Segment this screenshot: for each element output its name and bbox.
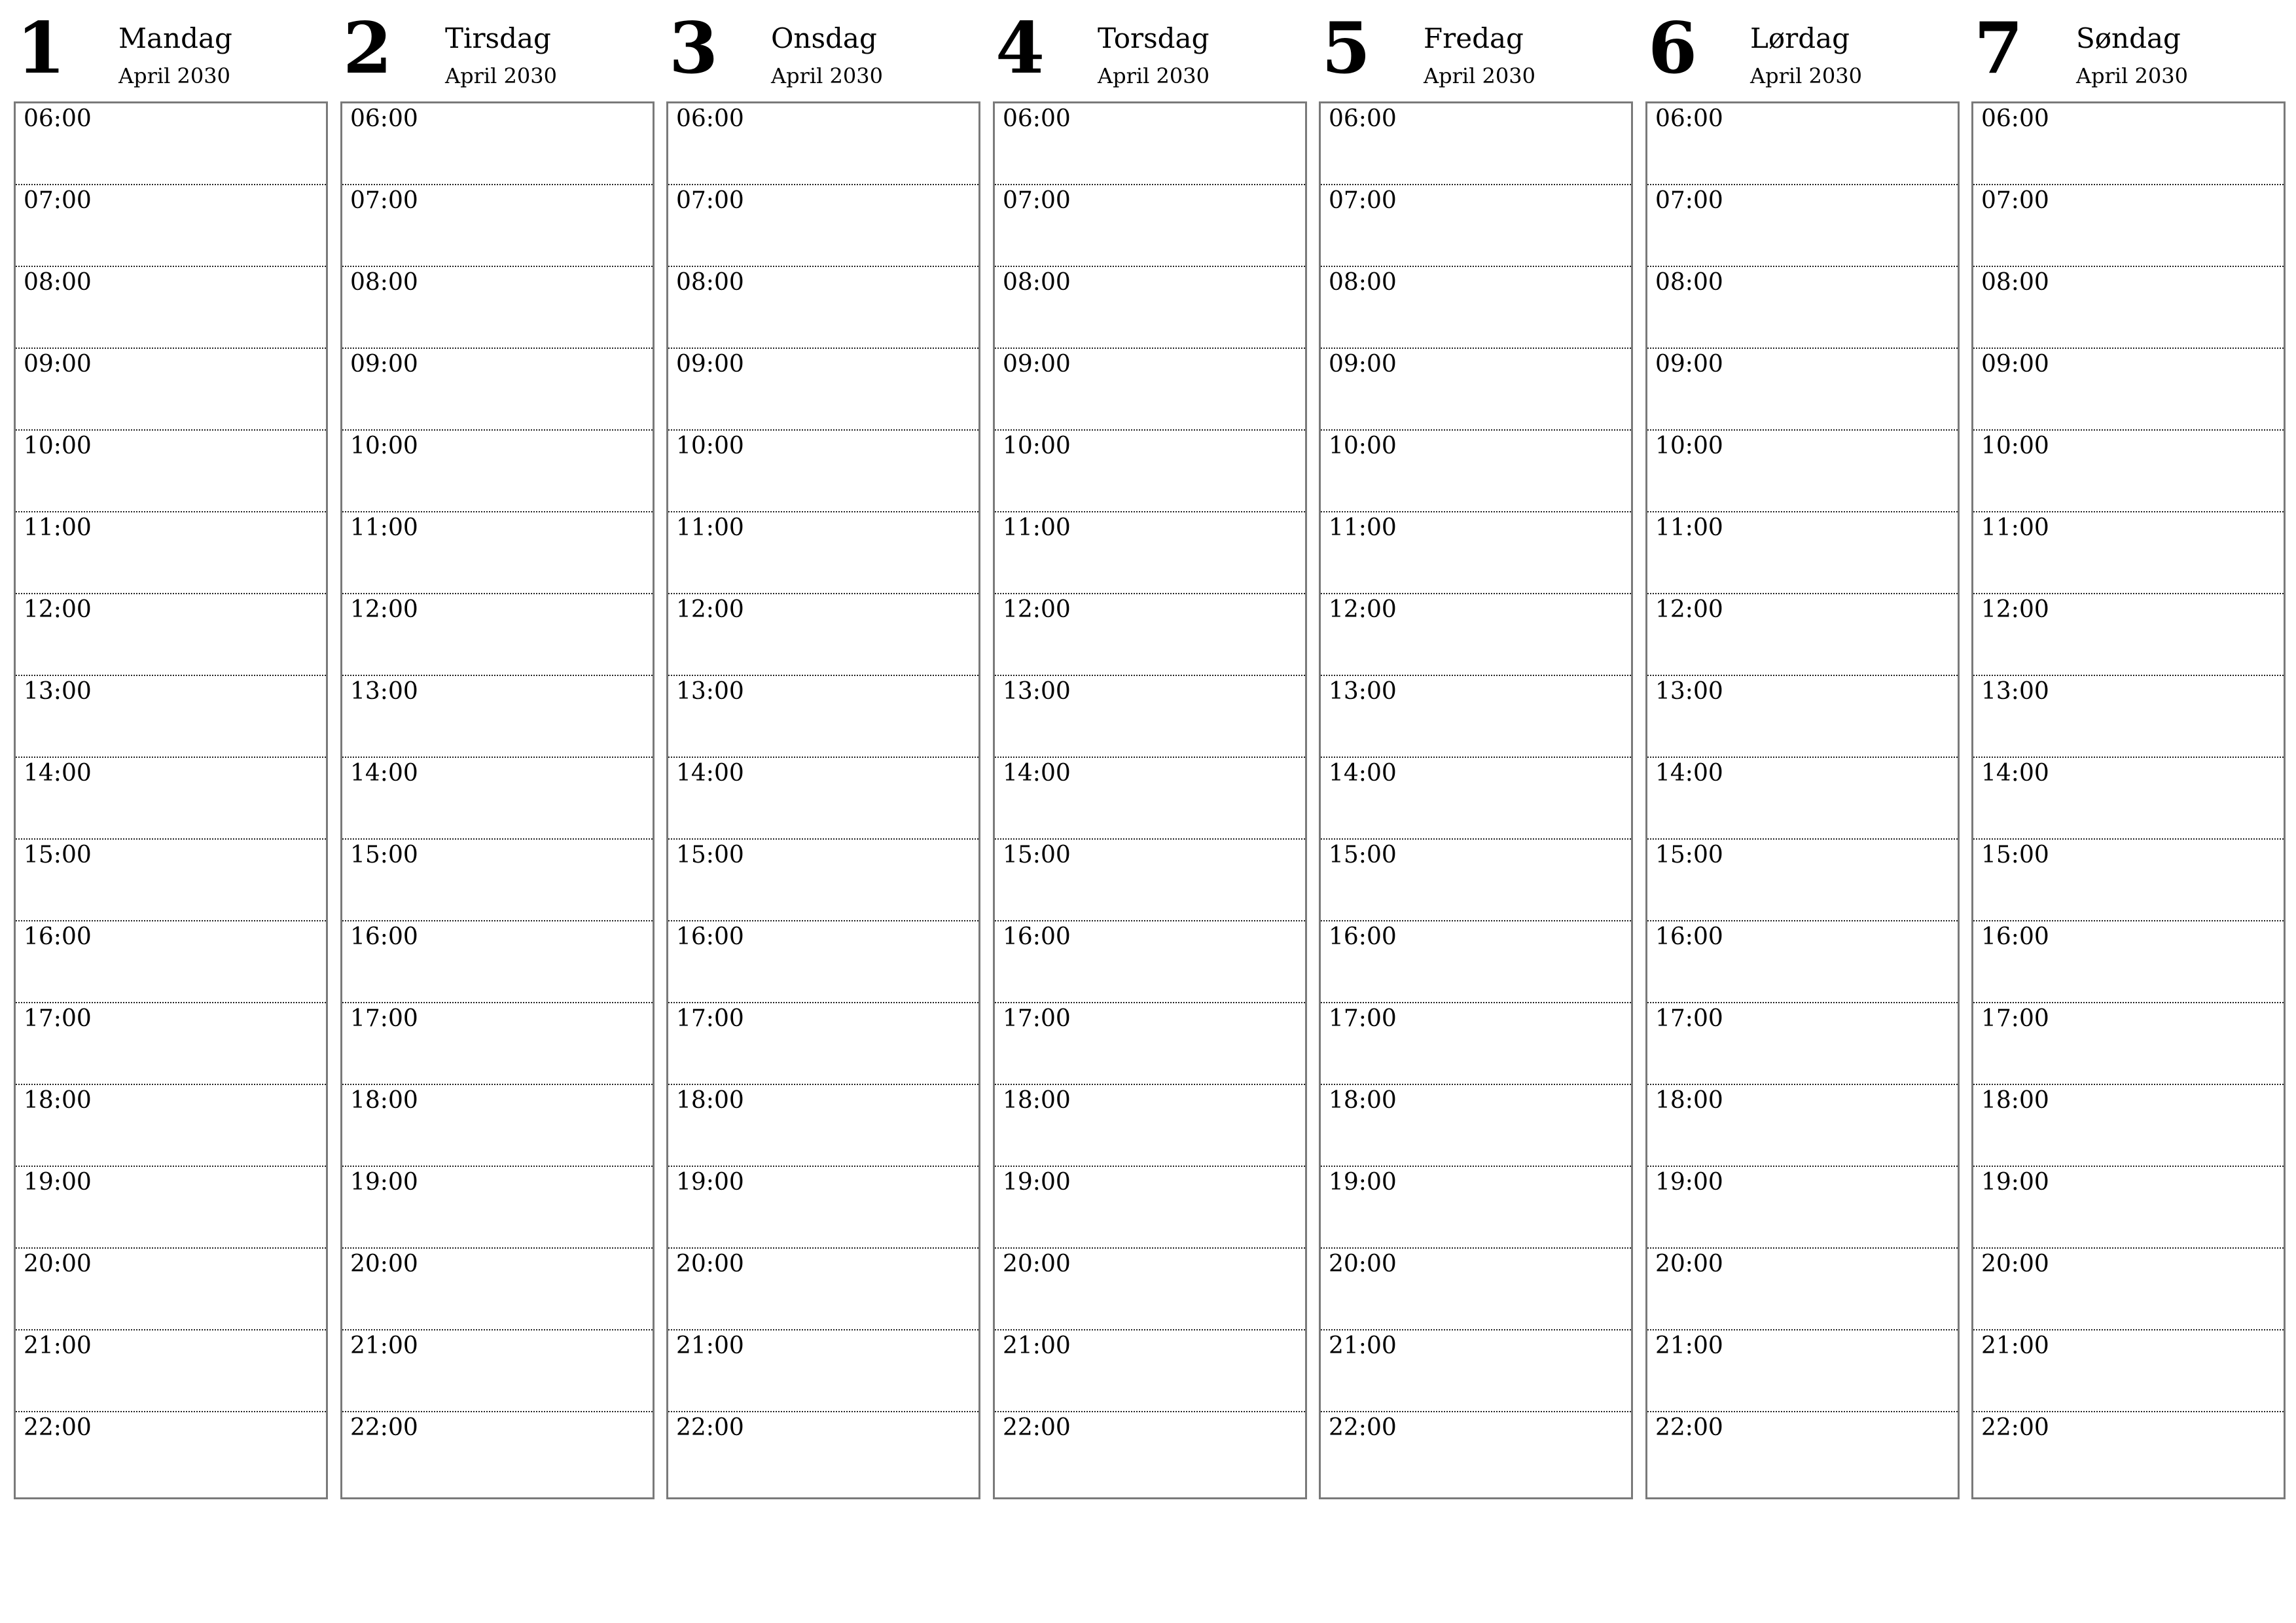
hour-slot[interactable]: [342, 431, 653, 512]
hour-label: 18:00: [676, 1087, 744, 1114]
hour-label: 16:00: [1981, 923, 2049, 950]
hour-slot[interactable]: [995, 676, 1305, 758]
hour-slot[interactable]: [668, 676, 978, 758]
day-number: 1: [16, 7, 66, 90]
hour-slot[interactable]: [668, 185, 978, 267]
day-number: 4: [996, 7, 1045, 90]
hour-label: 11:00: [1329, 514, 1397, 541]
hour-label: 09:00: [1655, 351, 1723, 378]
hour-slot[interactable]: [1647, 1330, 1958, 1412]
day-number: 3: [669, 7, 719, 90]
hour-label: 19:00: [1981, 1169, 2049, 1196]
hour-slot[interactable]: [1321, 349, 1631, 431]
hour-slot[interactable]: [1647, 1249, 1958, 1330]
hour-label: 18:00: [1981, 1087, 2049, 1114]
hour-slot[interactable]: [668, 1249, 978, 1330]
hour-label: 20:00: [676, 1251, 744, 1277]
hour-label: 08:00: [24, 269, 92, 296]
hour-slot[interactable]: [16, 349, 326, 431]
hour-slot[interactable]: [668, 103, 978, 185]
hour-slot[interactable]: [1647, 431, 1958, 512]
hour-label: 12:00: [676, 596, 744, 623]
day-month: April 2030: [771, 63, 883, 88]
hour-slot[interactable]: [1647, 840, 1958, 921]
hour-slot[interactable]: [342, 1412, 653, 1494]
hour-label: 21:00: [24, 1332, 92, 1359]
hour-label: 15:00: [1003, 842, 1071, 868]
hour-label: 12:00: [24, 596, 92, 623]
hour-slot[interactable]: [668, 1330, 978, 1412]
hour-label: 09:00: [1329, 351, 1397, 378]
hour-slot[interactable]: [1647, 349, 1958, 431]
day-header: [993, 0, 1307, 98]
hour-slot[interactable]: [342, 1167, 653, 1249]
hour-label: 22:00: [1655, 1414, 1723, 1441]
day-month: April 2030: [445, 63, 557, 88]
hour-slot[interactable]: [1321, 1249, 1631, 1330]
hour-label: 14:00: [350, 760, 418, 787]
hour-slot[interactable]: [668, 512, 978, 594]
hour-slot[interactable]: [16, 267, 326, 349]
hour-label: 13:00: [24, 678, 92, 705]
hour-label: 17:00: [1981, 1005, 2049, 1032]
hour-slot[interactable]: [1647, 185, 1958, 267]
hour-slot[interactable]: [1321, 840, 1631, 921]
hour-grid: [1319, 101, 1633, 1499]
hour-label: 06:00: [1981, 105, 2049, 132]
hour-slot[interactable]: [995, 758, 1305, 840]
hour-label: 22:00: [1003, 1414, 1071, 1441]
hour-slot[interactable]: [995, 1249, 1305, 1330]
hour-label: 07:00: [676, 187, 744, 214]
hour-label: 10:00: [24, 433, 92, 459]
hour-label: 10:00: [1329, 433, 1397, 459]
day-month: April 2030: [1098, 63, 1210, 88]
hour-slot[interactable]: [342, 1330, 653, 1412]
hour-label: 09:00: [350, 351, 418, 378]
hour-label: 20:00: [350, 1251, 418, 1277]
hour-label: 08:00: [1003, 269, 1071, 296]
hour-slot[interactable]: [668, 1003, 978, 1085]
hour-slot[interactable]: [995, 1412, 1305, 1494]
hour-slot[interactable]: [16, 103, 326, 185]
hour-slot[interactable]: [1647, 1167, 1958, 1249]
hour-slot[interactable]: [16, 1003, 326, 1085]
hour-slot[interactable]: [342, 758, 653, 840]
hour-slot[interactable]: [1647, 512, 1958, 594]
hour-label: 14:00: [1329, 760, 1397, 787]
day-month: April 2030: [1750, 63, 1862, 88]
day-month: April 2030: [118, 63, 230, 88]
day-name: Søndag: [2076, 22, 2181, 54]
hour-label: 09:00: [1003, 351, 1071, 378]
hour-slot[interactable]: [342, 594, 653, 676]
hour-slot[interactable]: [1973, 1167, 2284, 1249]
day-header: [1971, 0, 2286, 98]
hour-label: 07:00: [1655, 187, 1723, 214]
hour-slot[interactable]: [995, 1085, 1305, 1167]
hour-label: 08:00: [1329, 269, 1397, 296]
day-column: [1319, 0, 1633, 1502]
hour-slot[interactable]: [995, 349, 1305, 431]
hour-slot[interactable]: [1321, 1167, 1631, 1249]
hour-slot[interactable]: [1973, 349, 2284, 431]
hour-label: 17:00: [1655, 1005, 1723, 1032]
hour-slot[interactable]: [16, 840, 326, 921]
hour-label: 13:00: [676, 678, 744, 705]
hour-label: 14:00: [676, 760, 744, 787]
hour-label: 16:00: [24, 923, 92, 950]
day-number: 5: [1321, 7, 1371, 90]
hour-label: 14:00: [1655, 760, 1723, 787]
hour-slot[interactable]: [668, 349, 978, 431]
hour-slot[interactable]: [1321, 758, 1631, 840]
hour-label: 11:00: [24, 514, 92, 541]
hour-label: 16:00: [350, 923, 418, 950]
hour-label: 19:00: [1655, 1169, 1723, 1196]
hour-slot[interactable]: [16, 594, 326, 676]
hour-slot[interactable]: [1647, 921, 1958, 1003]
hour-label: 21:00: [1655, 1332, 1723, 1359]
hour-label: 18:00: [1003, 1087, 1071, 1114]
hour-slot[interactable]: [1973, 758, 2284, 840]
hour-slot[interactable]: [16, 1167, 326, 1249]
hour-slot[interactable]: [995, 1003, 1305, 1085]
hour-label: 11:00: [676, 514, 744, 541]
hour-slot[interactable]: [1647, 1003, 1958, 1085]
hour-label: 10:00: [350, 433, 418, 459]
hour-label: 18:00: [1655, 1087, 1723, 1114]
hour-label: 21:00: [676, 1332, 744, 1359]
day-name: Fredag: [1424, 22, 1524, 54]
hour-label: 20:00: [1329, 1251, 1397, 1277]
hour-slot[interactable]: [1321, 594, 1631, 676]
hour-slot[interactable]: [1973, 103, 2284, 185]
day-column: [14, 0, 328, 1502]
hour-slot[interactable]: [1321, 185, 1631, 267]
hour-label: 19:00: [24, 1169, 92, 1196]
hour-label: 19:00: [676, 1169, 744, 1196]
hour-label: 21:00: [1329, 1332, 1397, 1359]
hour-label: 07:00: [1981, 187, 2049, 214]
day-month: April 2030: [1424, 63, 1535, 88]
hour-grid: [14, 101, 328, 1499]
hour-slot[interactable]: [16, 1085, 326, 1167]
hour-slot[interactable]: [995, 512, 1305, 594]
hour-label: 15:00: [676, 842, 744, 868]
hour-slot[interactable]: [16, 758, 326, 840]
hour-slot[interactable]: [1973, 512, 2284, 594]
hour-label: 10:00: [1981, 433, 2049, 459]
hour-slot[interactable]: [16, 1249, 326, 1330]
hour-label: 11:00: [1003, 514, 1071, 541]
hour-label: 11:00: [1655, 514, 1723, 541]
hour-label: 09:00: [24, 351, 92, 378]
hour-label: 18:00: [24, 1087, 92, 1114]
hour-label: 21:00: [1981, 1332, 2049, 1359]
hour-slot[interactable]: [1973, 1330, 2284, 1412]
hour-slot[interactable]: [995, 840, 1305, 921]
hour-slot[interactable]: [1973, 1412, 2284, 1494]
day-number: 7: [1974, 7, 2024, 90]
hour-grid: [1645, 101, 1960, 1499]
hour-slot[interactable]: [668, 1167, 978, 1249]
hour-label: 15:00: [1981, 842, 2049, 868]
hour-label: 08:00: [1981, 269, 2049, 296]
hour-slot[interactable]: [1973, 840, 2284, 921]
hour-slot[interactable]: [1647, 594, 1958, 676]
hour-label: 22:00: [676, 1414, 744, 1441]
hour-slot[interactable]: [1973, 921, 2284, 1003]
hour-slot[interactable]: [1973, 185, 2284, 267]
hour-label: 14:00: [1003, 760, 1071, 787]
hour-slot[interactable]: [342, 267, 653, 349]
hour-slot[interactable]: [342, 349, 653, 431]
hour-label: 22:00: [24, 1414, 92, 1441]
day-name: Torsdag: [1098, 22, 1210, 54]
hour-slot[interactable]: [668, 267, 978, 349]
hour-slot[interactable]: [16, 185, 326, 267]
hour-slot[interactable]: [1321, 1330, 1631, 1412]
hour-label: 12:00: [350, 596, 418, 623]
day-name: Onsdag: [771, 22, 877, 54]
hour-label: 13:00: [1981, 678, 2049, 705]
hour-label: 09:00: [1981, 351, 2049, 378]
hour-label: 19:00: [1329, 1169, 1397, 1196]
hour-label: 20:00: [1981, 1251, 2049, 1277]
hour-label: 07:00: [1329, 187, 1397, 214]
hour-label: 16:00: [1329, 923, 1397, 950]
hour-slot[interactable]: [1973, 1003, 2284, 1085]
hour-slot[interactable]: [1973, 431, 2284, 512]
hour-slot[interactable]: [668, 840, 978, 921]
hour-label: 08:00: [676, 269, 744, 296]
hour-slot[interactable]: [995, 185, 1305, 267]
hour-label: 11:00: [350, 514, 418, 541]
hour-slot[interactable]: [1321, 431, 1631, 512]
hour-label: 18:00: [350, 1087, 418, 1114]
day-number: 2: [343, 7, 393, 90]
hour-label: 21:00: [1003, 1332, 1071, 1359]
hour-grid: [993, 101, 1307, 1499]
hour-slot[interactable]: [1321, 267, 1631, 349]
hour-label: 11:00: [1981, 514, 2049, 541]
day-column: [1645, 0, 1960, 1502]
hour-label: 14:00: [1981, 760, 2049, 787]
hour-slot[interactable]: [1321, 1003, 1631, 1085]
hour-label: 16:00: [1003, 923, 1071, 950]
hour-label: 13:00: [350, 678, 418, 705]
day-name: Mandag: [118, 22, 232, 54]
hour-slot[interactable]: [1647, 103, 1958, 185]
hour-slot[interactable]: [16, 1412, 326, 1494]
hour-label: 06:00: [350, 105, 418, 132]
hour-label: 10:00: [1003, 433, 1071, 459]
hour-slot[interactable]: [342, 512, 653, 594]
hour-grid: [1971, 101, 2286, 1499]
hour-slot[interactable]: [1321, 512, 1631, 594]
day-header: [1645, 0, 1960, 98]
hour-slot[interactable]: [1647, 1412, 1958, 1494]
hour-slot[interactable]: [1321, 676, 1631, 758]
hour-label: 07:00: [1003, 187, 1071, 214]
hour-label: 06:00: [1003, 105, 1071, 132]
hour-label: 16:00: [1655, 923, 1723, 950]
hour-label: 08:00: [350, 269, 418, 296]
hour-label: 13:00: [1655, 678, 1723, 705]
hour-slot[interactable]: [995, 103, 1305, 185]
hour-slot[interactable]: [1321, 1085, 1631, 1167]
hour-label: 22:00: [350, 1414, 418, 1441]
hour-label: 21:00: [350, 1332, 418, 1359]
hour-label: 06:00: [676, 105, 744, 132]
hour-slot[interactable]: [342, 1003, 653, 1085]
hour-slot[interactable]: [1973, 676, 2284, 758]
hour-slot[interactable]: [668, 1412, 978, 1494]
day-month: April 2030: [2076, 63, 2188, 88]
hour-label: 12:00: [1003, 596, 1071, 623]
hour-slot[interactable]: [16, 1330, 326, 1412]
hour-slot[interactable]: [995, 921, 1305, 1003]
hour-label: 17:00: [1003, 1005, 1071, 1032]
hour-slot[interactable]: [995, 1330, 1305, 1412]
day-name: Lørdag: [1750, 22, 1850, 54]
hour-slot[interactable]: [342, 185, 653, 267]
hour-label: 12:00: [1981, 596, 2049, 623]
hour-label: 20:00: [24, 1251, 92, 1277]
hour-slot[interactable]: [1321, 103, 1631, 185]
hour-label: 15:00: [1655, 842, 1723, 868]
day-column: [993, 0, 1307, 1502]
hour-label: 06:00: [1655, 105, 1723, 132]
hour-label: 20:00: [1003, 1251, 1071, 1277]
hour-slot[interactable]: [16, 676, 326, 758]
hour-slot[interactable]: [1973, 1085, 2284, 1167]
hour-label: 13:00: [1003, 678, 1071, 705]
hour-label: 17:00: [1329, 1005, 1397, 1032]
hour-grid: [340, 101, 655, 1499]
hour-label: 17:00: [24, 1005, 92, 1032]
hour-slot[interactable]: [1647, 758, 1958, 840]
hour-slot[interactable]: [16, 431, 326, 512]
hour-slot[interactable]: [1321, 921, 1631, 1003]
hour-label: 17:00: [350, 1005, 418, 1032]
hour-slot[interactable]: [16, 512, 326, 594]
hour-slot[interactable]: [1647, 267, 1958, 349]
hour-label: 17:00: [676, 1005, 744, 1032]
hour-label: 06:00: [1329, 105, 1397, 132]
hour-label: 15:00: [1329, 842, 1397, 868]
hour-slot[interactable]: [1973, 594, 2284, 676]
hour-slot[interactable]: [995, 431, 1305, 512]
day-column: [1971, 0, 2286, 1502]
hour-slot[interactable]: [342, 1085, 653, 1167]
hour-slot[interactable]: [668, 758, 978, 840]
day-header: [666, 0, 980, 98]
hour-slot[interactable]: [1647, 676, 1958, 758]
hour-label: 13:00: [1329, 678, 1397, 705]
hour-label: 10:00: [676, 433, 744, 459]
hour-label: 12:00: [1329, 596, 1397, 623]
hour-slot[interactable]: [995, 594, 1305, 676]
hour-slot[interactable]: [342, 103, 653, 185]
hour-label: 08:00: [1655, 269, 1723, 296]
day-name: Tirsdag: [445, 22, 551, 54]
hour-slot[interactable]: [342, 840, 653, 921]
day-column: [340, 0, 655, 1502]
hour-slot[interactable]: [342, 676, 653, 758]
hour-label: 15:00: [24, 842, 92, 868]
hour-label: 14:00: [24, 760, 92, 787]
day-header: [1319, 0, 1633, 98]
day-number: 6: [1648, 7, 1698, 90]
hour-label: 09:00: [676, 351, 744, 378]
hour-slot[interactable]: [668, 1085, 978, 1167]
hour-slot[interactable]: [995, 1167, 1305, 1249]
hour-label: 18:00: [1329, 1087, 1397, 1114]
day-header: [340, 0, 655, 98]
hour-label: 19:00: [1003, 1169, 1071, 1196]
hour-slot[interactable]: [342, 921, 653, 1003]
hour-label: 10:00: [1655, 433, 1723, 459]
hour-label: 16:00: [676, 923, 744, 950]
hour-label: 12:00: [1655, 596, 1723, 623]
hour-label: 22:00: [1329, 1414, 1397, 1441]
hour-slot[interactable]: [1973, 1249, 2284, 1330]
hour-label: 07:00: [350, 187, 418, 214]
hour-slot[interactable]: [342, 1249, 653, 1330]
hour-label: 22:00: [1981, 1414, 2049, 1441]
hour-label: 06:00: [24, 105, 92, 132]
hour-slot[interactable]: [16, 921, 326, 1003]
hour-slot[interactable]: [995, 267, 1305, 349]
hour-slot[interactable]: [668, 431, 978, 512]
hour-label: 20:00: [1655, 1251, 1723, 1277]
hour-grid: [666, 101, 980, 1499]
day-header: [14, 0, 328, 98]
hour-slot[interactable]: [668, 594, 978, 676]
day-column: [666, 0, 980, 1502]
hour-label: 07:00: [24, 187, 92, 214]
hour-slot[interactable]: [1973, 267, 2284, 349]
hour-label: 15:00: [350, 842, 418, 868]
hour-label: 19:00: [350, 1169, 418, 1196]
hour-slot[interactable]: [668, 921, 978, 1003]
hour-slot[interactable]: [1321, 1412, 1631, 1494]
hour-slot[interactable]: [1647, 1085, 1958, 1167]
